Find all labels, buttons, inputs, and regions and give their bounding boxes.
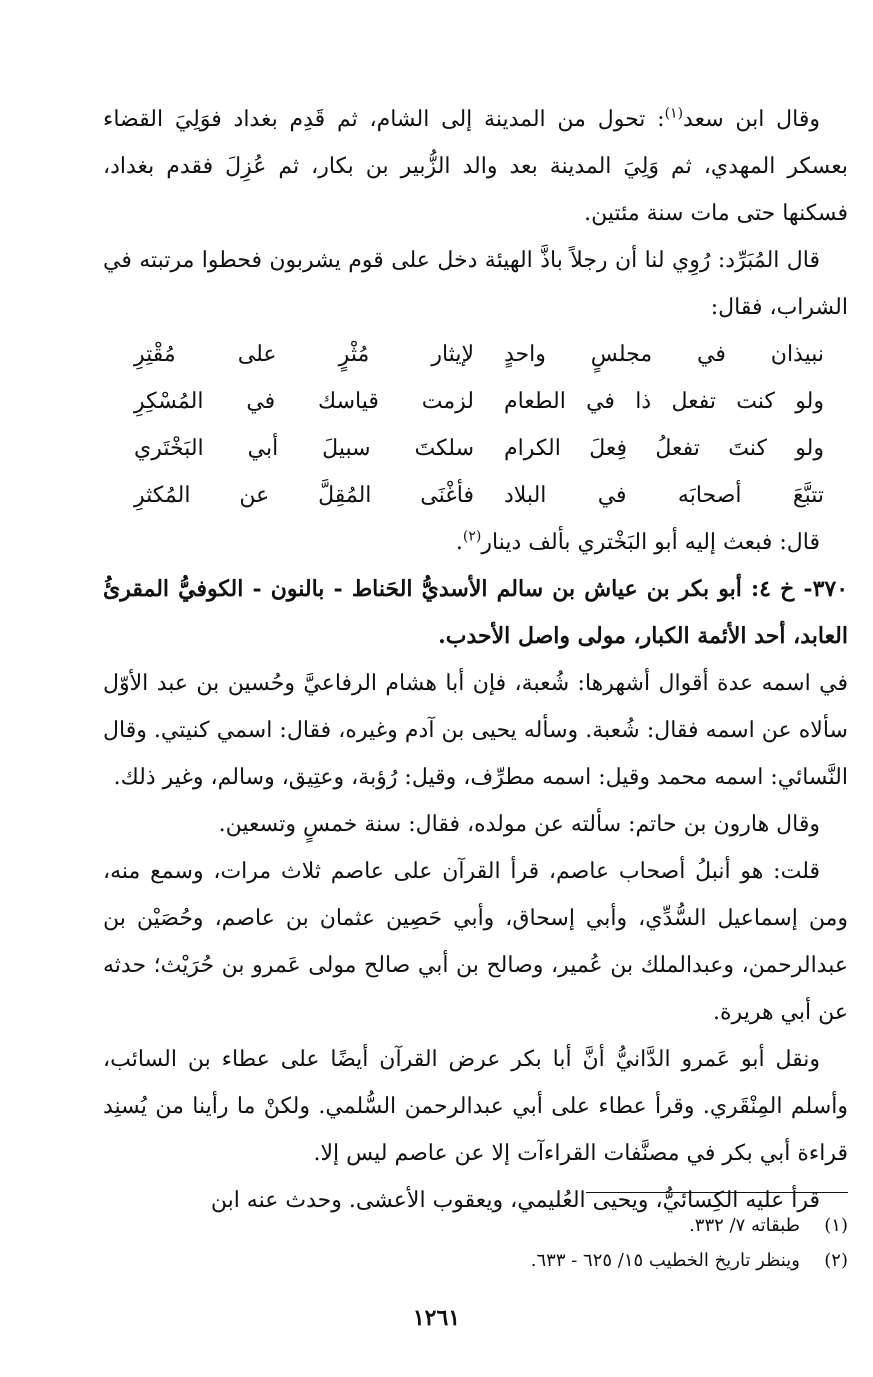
footnote [103, 1208, 848, 1243]
paragraph-students: قرأ عليه الكِسائيُّ، ويحيى العُليمي، ويعقوب الأعشى. وحدث عنه ابن [210, 1188, 820, 1213]
footnote-divider [586, 1192, 848, 1193]
verse-second-half: سلكتَ سبيلَ أبي البَخْتَري [134, 436, 474, 461]
page-number: ١٢٦١ [412, 1305, 461, 1331]
footnote-text: طبقاته ٧/ ٣٣٢. [689, 1215, 800, 1236]
verse-first-half: تتبَّعَ أصحابَه في البلاد [504, 483, 824, 508]
poem-verse [103, 425, 848, 472]
paragraph-mubarrad: قال المُبَرِّد: رُوِي لنا أن رجلاً باذَّ الهيئة دخل على قوم يشربون فحطوا مرتبته في الشراب، فقال: [103, 248, 848, 320]
verse-first-half: ولو كنت تفعل ذا في الطعام [504, 389, 824, 414]
paragraph-dani: ونقل أبو عَمرو الدَّانيُّ أنَّ أبا بكر عرض القرآن أيضًا على عطاء بن السائب، وأسلم المِنْقَري. وقرأ عطاء على أبي عبدالرحمن السُّلمي. ولكنْ ما رأينا من يُسنِد قراءة أبي بكر في مصنَّفات القراءآت إلا عن عاصم ليس إلا. [103, 1047, 848, 1166]
footnote-ref-2: (٢) [462, 528, 482, 545]
paragraph-text: قال: فبعث إليه أبو البَخْتري بألف دينار [481, 530, 820, 555]
paragraph-text: . [455, 530, 463, 555]
verse-first-half: نبيذان في مجلسٍ واحدٍ [504, 342, 824, 367]
paragraph-ibn-saad [103, 96, 848, 237]
main-text [103, 96, 848, 1224]
paragraph-birth: وقال هارون بن حاتم: سألته عن مولده، فقال: سنة خمسٍ وتسعين. [218, 812, 820, 837]
footnote-ref-1: (١) [664, 105, 684, 122]
poem-verse [103, 378, 848, 425]
footnote-number: (١) [824, 1215, 848, 1236]
verse-first-half: ولو كنتَ تفعلُ فِعلَ الكرام [504, 436, 824, 461]
poem-verse [103, 331, 848, 378]
footnotes [103, 1208, 848, 1278]
footnote-number: (٢) [824, 1250, 848, 1271]
paragraph-teachers: قلت: هو أنبلُ أصحاب عاصم، قرأ القرآن على عاصم ثلاث مرات، وسمع منه، ومن إسماعيل السُّدِّي، وأبي إسحاق، وأبي حَصِين عثمان بن عاصم، وحُصَيْن بن عبدالرحمن، وعبدالملك بن عُمير، وصالح بن أبي صالح مولى عَمرو بن حُرَيْث؛ حدثه عن أبي هريرة. [103, 859, 848, 1025]
verse-second-half: فأغْنَى المُقِلَّ عن المُكثرِ [134, 483, 474, 508]
verse-second-half: لزمت قياسك في المُسْكِرِ [134, 389, 474, 414]
paragraph-name: في اسمه عدة أقوال أشهرها: شُعبة، فإن أبا هشام الرفاعيَّ وحُسين بن عبد الأوّل سألاه عن اسمه فقال: شُعبة. وسأله يحيى بن آدم وغيره، فقال: اسمي كنيتي. وقال النَّسائي: اسمه محمد وقيل: اسمه مطرِّف، وقيل: رُؤبة، وعتِيق، وسالم، وغير ذلك. [103, 671, 848, 790]
footnote [103, 1243, 848, 1278]
paragraph-text: : تحول من المدينة إلى الشام، ثم قَدِم بغداد فوَلِيَ القضاء بعسكر المهدي، ثم وَلِيَ المدينة بعد والد الزُّبير بن بكار، ثم عُزِلَ فقدم بغداد، فسكنها حتى مات سنة مئتين. [103, 107, 848, 226]
footnote-text: وينظر تاريخ الخطيب ١٥/ ٦٢٥ - ٦٣٣. [530, 1250, 800, 1271]
entry-heading: ٣٧٠- خ ٤: أبو بكر بن عياش بن سالم الأسديُّ الحَناط - بالنون - الكوفيُّ المقرئُ العابد، أحد الأئمة الكبار، مولى واصل الأحدب. [103, 576, 849, 649]
paragraph-text: وقال ابن سعد [683, 107, 820, 132]
poem-verse [103, 472, 848, 519]
verse-second-half: لإيثار مُثْرٍ على مُقْتِرِ [134, 342, 474, 367]
paragraph-bakhtari [103, 519, 848, 566]
poem [103, 331, 848, 519]
